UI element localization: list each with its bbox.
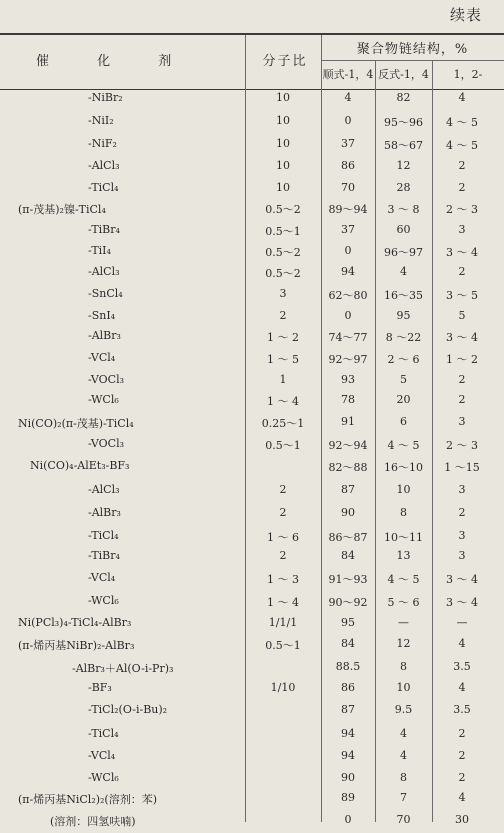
table-row (0, 181, 504, 201)
cell-catalyst: -VOCl₃ (88, 373, 125, 386)
cell-catalyst: -TiCl₂(O-i-Bu)₂ (88, 703, 168, 716)
header-ratio: 分子比 (262, 54, 308, 69)
cell-cis: 88.5 (335, 660, 361, 673)
cell-catalyst: -AlCl₃ (88, 159, 120, 172)
cell-cis: 90～92 (328, 596, 368, 609)
cell-catalyst: -NiI₂ (88, 114, 114, 127)
table-row (0, 791, 504, 811)
cell-cis: 86 (341, 159, 355, 172)
cell-cis: 0 (344, 309, 352, 322)
cell-ratio: 10 (276, 114, 290, 127)
cell-ratio: 10 (276, 137, 290, 150)
cell-trans: 8 (400, 771, 407, 784)
cell-cis: 86～87 (328, 531, 368, 544)
cell-cis: 37 (341, 137, 355, 150)
cell-trans: 4 ～ 5 (387, 439, 420, 452)
cell-trans: 8 (400, 506, 407, 519)
cell-cis: 84 (341, 637, 355, 650)
cell-cis: 92～94 (328, 439, 368, 452)
cell-trans: 4 (400, 727, 407, 740)
cell-cis: 0 (344, 114, 352, 127)
table-row (0, 329, 504, 349)
cell-one-two: 4 ～ 5 (446, 116, 478, 129)
cell-catalyst: -NiF₂ (88, 137, 117, 150)
cell-catalyst: -SnCl₄ (88, 287, 123, 300)
cell-trans: 12 (396, 159, 411, 172)
cell-one-two: 30 (455, 813, 469, 826)
cell-ratio: 1 (279, 373, 287, 386)
table-row (0, 459, 504, 479)
cell-one-two: 5 (458, 309, 466, 322)
cell-ratio: 2 (279, 483, 287, 496)
cell-trans: 9.5 (394, 703, 413, 716)
cell-catalyst: -TiCl₄ (88, 181, 119, 194)
cell-cis: 82～88 (328, 461, 368, 474)
cell-ratio: 0.5～2 (265, 246, 301, 259)
cell-cis: 0 (344, 813, 352, 826)
cell-trans: — (398, 616, 409, 629)
cell-catalyst: (π-烯丙基NiBr)₂-AlBr₃ (18, 639, 135, 652)
table-row (0, 681, 504, 701)
cell-trans: 96～97 (384, 246, 423, 259)
cell-trans: 10 (396, 483, 411, 496)
table-row (0, 415, 504, 435)
cell-one-two: 3 (458, 549, 466, 562)
cell-catalyst: Ni(CO)₄-AlEt₃-BF₃ (30, 459, 130, 472)
cell-one-two: 3 (458, 223, 466, 236)
continued-label: 续表 (449, 6, 482, 24)
cell-catalyst: (溶剂：四氢呋喃) (50, 815, 136, 828)
cell-ratio: 1 ～ 2 (267, 331, 299, 344)
cell-trans: 20 (396, 393, 411, 406)
cell-ratio: 0.25～1 (261, 417, 305, 430)
table-row (0, 437, 504, 457)
cell-ratio: 1/10 (270, 681, 296, 694)
cell-catalyst: -BF₃ (88, 681, 112, 694)
cell-catalyst: -AlBr₃ (88, 329, 121, 342)
cell-catalyst: -AlCl₃ (88, 483, 120, 496)
cell-ratio: 3 (279, 287, 287, 300)
cell-cis: 37 (341, 223, 355, 236)
cell-catalyst: Ni(PCl₃)₄-TiCl₄-AlBr₃ (18, 616, 132, 629)
cell-cis: 86 (341, 681, 355, 694)
cell-one-two: 3.5 (453, 660, 471, 673)
table-row (0, 201, 504, 221)
cell-one-two: 3 ～ 4 (446, 246, 478, 259)
cell-cis: 87 (341, 703, 355, 716)
cell-one-two: 4 (458, 791, 466, 804)
cell-ratio: 2 (279, 506, 287, 519)
cell-cis: 94 (341, 749, 355, 762)
cell-cis: 93 (341, 373, 355, 386)
cell-trans: 16～35 (384, 289, 423, 302)
table-row (0, 483, 504, 503)
cell-one-two: 2 (458, 265, 466, 278)
cell-trans: 82 (396, 91, 411, 104)
cell-one-two: 3 (458, 415, 466, 428)
table-row (0, 114, 504, 134)
cell-one-two: 2 ～ 3 (446, 203, 478, 216)
cell-one-two: 3 ～ 4 (446, 331, 478, 344)
cell-cis: 89～94 (328, 203, 368, 216)
table-row (0, 749, 504, 769)
cell-trans: 5 ～ 6 (387, 596, 420, 609)
cell-ratio: 1 ～ 4 (267, 395, 299, 408)
cell-catalyst: -TiBr₄ (88, 549, 120, 562)
table-row (0, 616, 504, 636)
cell-cis: 94 (341, 727, 355, 740)
cell-one-two: 3 (458, 529, 466, 542)
table-row (0, 727, 504, 747)
table-row (0, 393, 504, 413)
cell-catalyst: -VCl₄ (88, 749, 116, 762)
cell-trans: 10 (396, 681, 411, 694)
cell-ratio: 0.5～2 (265, 203, 301, 216)
cell-cis: 74～77 (328, 331, 368, 344)
cell-one-two: 2 (458, 771, 466, 784)
table-row (0, 265, 504, 285)
cell-trans: 16～10 (384, 461, 423, 474)
cell-trans: 95～96 (384, 116, 423, 129)
cell-trans: 8 (400, 660, 407, 673)
cell-trans: 7 (400, 791, 407, 804)
cell-one-two: 2 (458, 727, 466, 740)
cell-catalyst: -TiCl₄ (88, 529, 119, 542)
cell-ratio: 0.5～2 (265, 267, 301, 280)
table-row (0, 91, 504, 111)
cell-catalyst: -TiCl₄ (88, 727, 119, 740)
cell-catalyst: -VOCl₃ (88, 437, 125, 450)
cell-one-two: 2 (458, 393, 466, 406)
header-trans: 反式-1，4 (378, 68, 429, 81)
cell-catalyst: -NiBr₂ (88, 91, 123, 104)
table-row (0, 223, 504, 243)
cell-one-two: 3 ～ 4 (446, 573, 478, 586)
cell-cis: 84 (341, 549, 355, 562)
cell-trans: 95 (396, 309, 411, 322)
cell-cis: 91 (341, 415, 355, 428)
cell-catalyst: -SnI₄ (88, 309, 116, 322)
table-row (0, 637, 504, 657)
cell-one-two: 2 (458, 159, 466, 172)
table-row (0, 813, 504, 833)
cell-trans: 60 (396, 223, 411, 236)
cell-trans: 8 ～22 (385, 331, 422, 344)
cell-trans: 12 (396, 637, 411, 650)
table-row (0, 351, 504, 371)
cell-one-two: 2 (458, 373, 466, 386)
table-row (0, 137, 504, 157)
table-row (0, 506, 504, 526)
cell-cis: 0 (344, 244, 352, 257)
cell-trans: 4 ～ 5 (387, 573, 420, 586)
cell-ratio: 2 (279, 549, 287, 562)
cell-one-two: 2 (458, 506, 466, 519)
cell-catalyst: -AlBr₃＋Al(O-i-Pr)₃ (72, 662, 174, 675)
cell-ratio: 0.5～1 (265, 439, 301, 452)
cell-ratio: 0.5～1 (265, 639, 301, 652)
cell-catalyst: Ni(CO)₂(π-茂基)-TiCl₄ (18, 417, 134, 430)
table-row (0, 159, 504, 179)
table-row (0, 373, 504, 393)
cell-one-two: 3.5 (453, 703, 471, 716)
cell-ratio: 10 (276, 181, 290, 194)
header-structure: 聚合物链结构，% (356, 42, 469, 57)
cell-cis: 87 (341, 483, 355, 496)
cell-one-two: 2 (458, 749, 466, 762)
cell-cis: 70 (341, 181, 355, 194)
cell-catalyst: (π-烯丙基NiCl₂)₂(溶剂：苯) (18, 793, 158, 806)
table-row (0, 244, 504, 264)
cell-cis: 95 (341, 616, 355, 629)
cell-trans: 28 (396, 181, 411, 194)
table-row (0, 771, 504, 791)
table-top-rule (0, 33, 504, 35)
table-row (0, 571, 504, 591)
cell-one-two: 2 ～ 3 (446, 439, 478, 452)
cell-one-two: 4 (458, 681, 466, 694)
cell-catalyst: -WCl₆ (88, 393, 119, 406)
cell-catalyst: -WCl₆ (88, 594, 119, 607)
cell-one-two: 1 ～ 2 (446, 353, 478, 366)
cell-cis: 91～93 (328, 573, 368, 586)
structure-sub-rule (321, 60, 504, 61)
header-bottom-rule (0, 89, 504, 90)
table-row (0, 309, 504, 329)
cell-one-two: — (456, 616, 468, 629)
cell-cis: 89 (341, 791, 355, 804)
cell-catalyst: (π-茂基)₂镍-TiCl₄ (18, 203, 106, 216)
cell-cis: 78 (341, 393, 355, 406)
table-row (0, 703, 504, 723)
cell-trans: 4 (400, 265, 407, 278)
cell-ratio: 10 (276, 91, 290, 104)
cell-trans: 13 (396, 549, 411, 562)
cell-ratio: 1 ～ 3 (267, 573, 299, 586)
cell-ratio: 1 ～ 6 (267, 531, 299, 544)
cell-cis: 90 (341, 506, 355, 519)
cell-cis: 92～97 (328, 353, 368, 366)
cell-one-two: 3 ～ 4 (446, 596, 478, 609)
cell-catalyst: -VCl₄ (88, 571, 116, 584)
cell-catalyst: -VCl₄ (88, 351, 116, 364)
cell-trans: 5 (400, 373, 407, 386)
cell-ratio: 2 (279, 309, 287, 322)
cell-trans: 6 (400, 415, 407, 428)
table-row (0, 660, 504, 680)
table-row (0, 549, 504, 569)
cell-ratio: 1 ～ 5 (267, 353, 299, 366)
cell-one-two: 4 ～ 5 (446, 139, 478, 152)
cell-ratio: 1 ～ 4 (267, 596, 299, 609)
cell-trans: 3 ～ 8 (387, 203, 420, 216)
header-cis: 顺式-1，4 (322, 68, 374, 81)
cell-cis: 62～80 (328, 289, 368, 302)
cell-cis: 94 (341, 265, 355, 278)
cell-catalyst: -AlBr₃ (88, 506, 121, 519)
cell-trans: 4 (400, 749, 407, 762)
cell-cis: 90 (341, 771, 355, 784)
cell-trans: 2 ～ 6 (387, 353, 420, 366)
cell-ratio: 1/1/1 (268, 616, 298, 629)
header-one-two: 1，2- (453, 68, 483, 81)
cell-one-two: 2 (458, 181, 466, 194)
cell-one-two: 4 (458, 91, 466, 104)
cell-one-two: 3 (458, 483, 466, 496)
table-row (0, 287, 504, 307)
cell-trans: 70 (396, 813, 411, 826)
cell-cis: 4 (344, 91, 352, 104)
cell-one-two: 1 ～15 (444, 461, 480, 474)
cell-catalyst: -WCl₆ (88, 771, 119, 784)
cell-catalyst: -AlCl₃ (88, 265, 120, 278)
table-row (0, 594, 504, 614)
cell-ratio: 0.5～1 (265, 225, 301, 238)
cell-catalyst: -TiI₄ (88, 244, 111, 257)
table-row (0, 529, 504, 549)
cell-catalyst: -TiBr₄ (88, 223, 120, 236)
cell-trans: 58～67 (384, 139, 423, 152)
cell-one-two: 4 (458, 637, 466, 650)
cell-one-two: 3 ～ 5 (446, 289, 478, 302)
cell-trans: 10～11 (384, 531, 423, 544)
cell-ratio: 10 (276, 159, 290, 172)
header-catalyst: 催 化 剂 (36, 54, 194, 69)
